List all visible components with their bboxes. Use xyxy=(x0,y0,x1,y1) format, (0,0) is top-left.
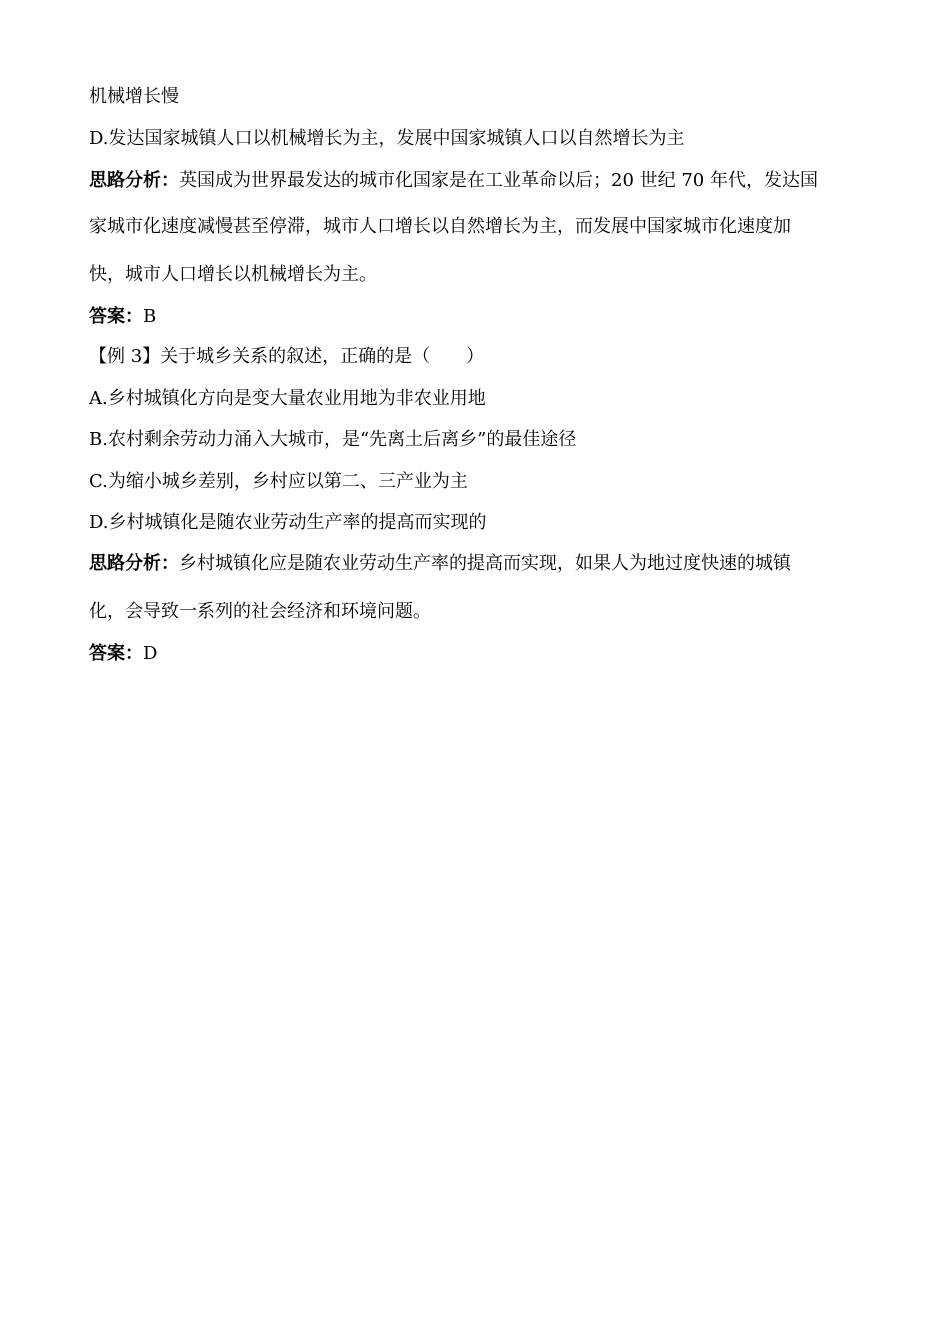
example-question: 【例 3】关于城乡关系的叙述，正确的是（ ） xyxy=(89,346,485,367)
analysis-text: 乡村城镇化应是随农业劳动生产率的提高而实现，如果人为地过度快速的城镇 xyxy=(179,553,791,574)
option-b-line: B.农村剩余劳动力涌入大城市，是“先离土后离乡”的最佳途径 xyxy=(89,429,577,450)
answer-label: 答案： xyxy=(89,643,143,664)
analysis-label: 思路分析： xyxy=(89,553,179,574)
answer-value: B xyxy=(143,306,157,327)
option-d-line: D.乡村城镇化是随农业劳动生产率的提高而实现的 xyxy=(89,512,487,533)
option-d-line: D.发达国家城镇人口以机械增长为主，发展中国家城镇人口以自然增长为主 xyxy=(89,128,685,149)
answer-line xyxy=(89,643,869,665)
analysis-line xyxy=(89,553,869,575)
text-line: 机械增长慢 xyxy=(89,86,179,107)
answer-label: 答案： xyxy=(89,306,143,327)
analysis-continuation: 快，城市人口增长以机械增长为主。 xyxy=(89,264,377,285)
analysis-continuation: 化，会导致一系列的社会经济和环境问题。 xyxy=(89,601,431,622)
option-c-line: C.为缩小城乡差别，乡村应以第二、三产业为主 xyxy=(89,471,468,492)
analysis-label: 思路分析： xyxy=(89,170,179,191)
answer-line xyxy=(89,306,869,328)
analysis-continuation: 家城市化速度减慢甚至停滞，城市人口增长以自然增长为主，而发展中国家城市化速度加 xyxy=(89,216,791,237)
analysis-text: 英国成为世界最发达的城市化国家是在工业革命以后；20 世纪 70 年代，发达国 xyxy=(179,170,818,191)
option-a-line: A.乡村城镇化方向是变大量农业用地为非农业用地 xyxy=(89,388,486,409)
analysis-line xyxy=(89,170,869,192)
answer-value: D xyxy=(143,643,158,664)
